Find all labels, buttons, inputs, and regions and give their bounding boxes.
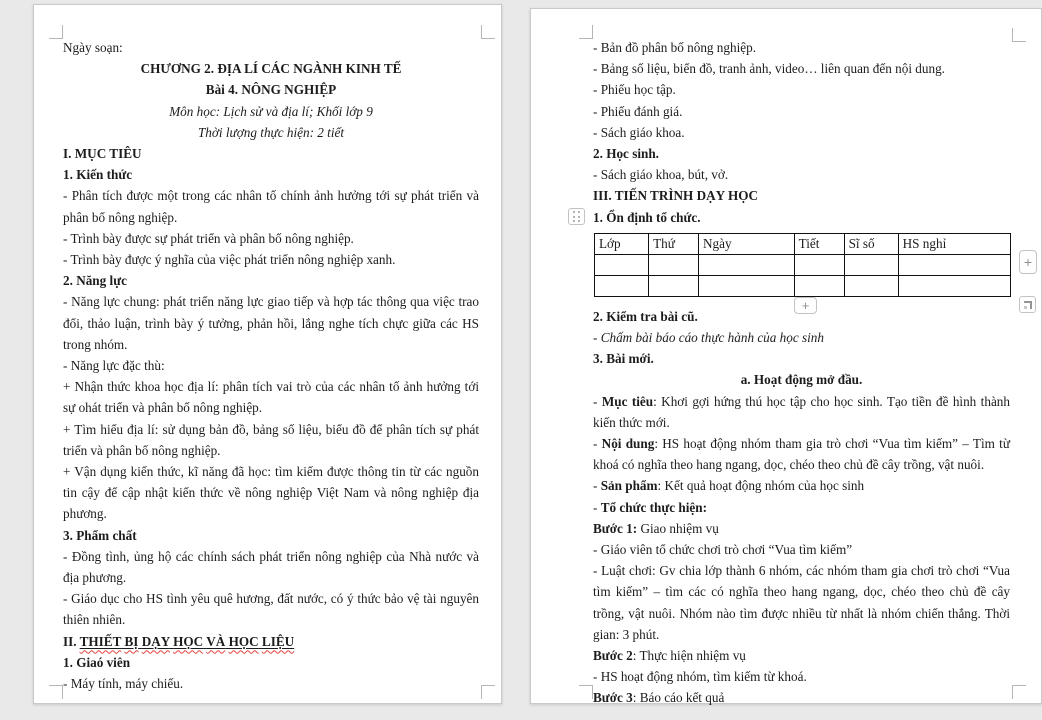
paragraph xyxy=(63,525,479,546)
text-boundary-mark xyxy=(49,25,63,39)
paragraph xyxy=(593,143,1010,164)
text-run: 2. Kiểm tra bài cũ. xyxy=(593,308,698,324)
paragraph xyxy=(593,687,1010,708)
paragraph xyxy=(63,588,479,630)
text-run: a. Hoạt động mở đầu. xyxy=(740,372,863,388)
paragraph xyxy=(593,37,1010,58)
paragraph xyxy=(593,475,1010,496)
text-run: - xyxy=(593,436,602,452)
text-run: - Sách giáo khoa. xyxy=(593,124,685,140)
text-boundary-mark xyxy=(579,685,593,699)
text-run: Bước 3 xyxy=(593,690,633,706)
text-run: 2. Năng lực xyxy=(63,273,127,289)
text-run: - Phiếu học tập. xyxy=(593,82,676,98)
text-run: - Phiếu đánh giá. xyxy=(593,103,683,119)
paragraph xyxy=(63,419,479,461)
text-run: - Máy tính, máy chiếu. xyxy=(63,676,184,692)
paragraph xyxy=(593,539,1010,560)
text-boundary-mark xyxy=(481,25,495,39)
text-run: 3. Phẩm chất xyxy=(63,527,137,543)
paragraph xyxy=(63,546,479,588)
paragraph xyxy=(593,348,1010,369)
text-run: - Giáo dục cho HS tình yêu quê hương, đất nước, có ý thức bảo vệ tài nguyên thiên nhiên. xyxy=(63,591,479,628)
text-run: CHƯƠNG 2. ĐỊA LÍ CÁC NGÀNH KINH TẾ xyxy=(140,61,402,77)
table-header-cell[interactable]: Tiết xyxy=(794,233,844,254)
paragraph xyxy=(593,391,1010,433)
paragraph xyxy=(63,249,479,270)
paragraph xyxy=(63,58,479,79)
text-run xyxy=(229,634,259,649)
paragraph xyxy=(593,666,1010,687)
table-cell[interactable] xyxy=(844,254,898,275)
text-boundary-mark xyxy=(1012,28,1026,42)
paragraph xyxy=(63,79,479,100)
text-run: Bài 4. NÔNG NGHIỆP xyxy=(205,82,337,98)
paragraph xyxy=(63,143,479,164)
text-run: Mục tiêu xyxy=(601,393,654,409)
text-run xyxy=(80,634,122,649)
text-run: - Trình bày được ý nghĩa của việc phát triển nông nghiệp xanh. xyxy=(63,252,396,268)
text-run: 1. Ổn định tổ chức. xyxy=(593,209,701,225)
text-boundary-mark xyxy=(49,685,63,699)
text-run xyxy=(124,634,138,649)
misspelled-word: DẠY xyxy=(141,633,170,649)
table-cell[interactable] xyxy=(698,254,794,275)
plus-icon: + xyxy=(1023,254,1033,270)
paragraph xyxy=(63,461,479,525)
paragraph xyxy=(63,164,479,185)
text-run: Giao nhiệm vụ xyxy=(637,520,719,536)
table-header-cell[interactable]: HS nghỉ xyxy=(898,233,1010,254)
table-cell[interactable] xyxy=(794,254,844,275)
text-boundary-mark xyxy=(579,25,593,39)
text-run: + Tìm hiểu địa lí: sử dụng bản đồ, bảng số liệu, biểu đồ để phân tích sự phát triển và phân bố nông nghiệp. xyxy=(63,421,479,458)
paragraph xyxy=(593,58,1010,79)
paragraph xyxy=(593,101,1010,122)
misspelled-word: HỌC xyxy=(173,633,204,649)
add-row-button[interactable] xyxy=(794,297,817,314)
text-run: - Năng lực chung: phát triển năng lực giao tiếp và hợp tác thông qua việc trao đổi, thảo luận, trình bày ý tưởng, phản hồi, lắng nghe tích chực giữa các HS trong nhóm. xyxy=(63,294,479,352)
text-run xyxy=(206,634,225,649)
text-run: - xyxy=(593,393,602,409)
table-cell[interactable] xyxy=(698,275,794,296)
table-header-cell[interactable]: Lớp xyxy=(595,233,649,254)
table-cell[interactable] xyxy=(649,254,699,275)
paragraph xyxy=(593,327,1010,348)
misspelled-word: LIỆU xyxy=(261,633,295,649)
text-run: + Vận dụng kiến thức, kĩ năng đã học: tìm kiếm được thông tin từ các nguồn tin cậy để cập nhật kiến thức về nông nghiệp Việt Nam và nông nghiệp địa phương. xyxy=(63,464,479,522)
paragraph xyxy=(63,122,479,143)
paragraph xyxy=(63,101,479,122)
paragraph xyxy=(63,185,479,227)
table-header-cell[interactable]: Thứ xyxy=(649,233,699,254)
paragraph xyxy=(593,79,1010,100)
text-run xyxy=(142,634,170,649)
text-run: Nội dung xyxy=(601,436,655,452)
text-run: - xyxy=(593,499,601,515)
table-cell[interactable] xyxy=(794,275,844,296)
table-cell[interactable] xyxy=(595,254,649,275)
paragraph xyxy=(63,652,479,673)
text-run: : Kết quả hoạt động nhóm của học sinh xyxy=(657,478,865,494)
misspelled-word: HỌC xyxy=(228,633,259,649)
paragraph xyxy=(593,164,1010,185)
misspelled-word: VÀ xyxy=(206,633,226,649)
text-run: Bước 1: xyxy=(593,520,638,536)
text-run: Thời lượng thực hiện: 2 tiết xyxy=(197,124,345,140)
text-run: : HS hoạt động nhóm tham gia trò chơi “Vua tìm kiếm” – Tìm từ khoá có nghĩa theo hang ngang, dọc, chéo theo chủ đề cây trồng, vật nuôi. xyxy=(593,436,1010,473)
paragraph xyxy=(63,37,479,58)
attendance-table xyxy=(594,233,1011,297)
text-run: Tổ chức thực hiện: xyxy=(600,499,708,515)
table-move-handle[interactable] xyxy=(568,208,585,225)
table-header-cell[interactable]: Sĩ số xyxy=(844,233,898,254)
document-page-2 xyxy=(530,8,1042,704)
text-run: - Bảng số liệu, biển đồ, tranh ảnh, video… liên quan đến nội dung. xyxy=(593,61,945,77)
paragraph xyxy=(593,433,1010,475)
text-run: - Sách giáo khoa, bút, vở. xyxy=(593,167,729,183)
text-run xyxy=(173,634,203,649)
paragraph xyxy=(593,645,1010,666)
text-run: - Năng lực đặc thù: xyxy=(63,358,165,374)
text-run: Ngày soạn: xyxy=(63,40,123,55)
paragraph xyxy=(593,518,1010,539)
text-run: : Khơi gợi hứng thú học tập cho học sinh. Tạo tiền đề hình thành kiến thức mới. xyxy=(593,393,1010,430)
misspelled-word: BỊ xyxy=(124,633,139,649)
table-cell[interactable] xyxy=(844,275,898,296)
plus-icon: + xyxy=(801,298,810,313)
text-run: Môn học: Lịch sử và địa lí; Khối lớp 9 xyxy=(169,103,373,119)
paragraph xyxy=(593,122,1010,143)
text-run: - Chấm bài báo cáo thực hành của học sinh xyxy=(593,330,824,346)
text-run: : Báo cáo kết quả xyxy=(632,690,725,706)
text-run: - Trình bày được sự phát triển và phân bố nông nghiệp. xyxy=(63,230,354,246)
paragraph xyxy=(63,673,479,694)
page-2-text-area[interactable] xyxy=(593,37,1010,709)
paragraph xyxy=(593,369,1010,390)
text-run: I. MỤC TIÊU xyxy=(63,146,142,162)
table-cell[interactable] xyxy=(898,275,1010,296)
document-page-1 xyxy=(33,4,502,704)
paragraph xyxy=(63,631,479,652)
text-run: - Bản đồ phân bố nông nghiệp. xyxy=(593,40,756,55)
text-run: 2. Học sinh. xyxy=(593,146,659,162)
text-run: Bước 2 xyxy=(593,648,633,664)
text-boundary-mark xyxy=(481,685,495,699)
page-1-text-area[interactable] xyxy=(63,37,479,694)
resize-corner-icon xyxy=(1024,301,1032,309)
paragraph xyxy=(593,207,1010,228)
table-cell[interactable] xyxy=(595,275,649,296)
paragraph xyxy=(63,270,479,291)
table-cell[interactable] xyxy=(649,275,699,296)
text-boundary-mark xyxy=(1012,685,1026,699)
drag-dots-icon xyxy=(573,211,581,222)
add-column-button[interactable] xyxy=(1019,250,1037,274)
paragraph xyxy=(63,376,479,418)
text-run: 1. Kiến thức xyxy=(63,167,133,183)
table-header-cell[interactable]: Ngày xyxy=(698,233,794,254)
text-run: - xyxy=(593,478,601,494)
text-run xyxy=(262,634,294,649)
text-run: 1. Giaó viên xyxy=(63,654,131,670)
table-resize-handle[interactable] xyxy=(1019,296,1036,313)
text-run: - Giáo viên tổ chức chơi trò chơi “Vua tìm kiếm” xyxy=(593,542,853,558)
text-run: + Nhận thức khoa học địa lí: phân tích vai trò của các nhân tố ảnh hưởng tới sự ohát triển và phân bố nông nghiệp. xyxy=(63,379,479,416)
paragraph xyxy=(63,228,479,249)
text-run: III. TIẾN TRÌNH DẠY HỌC xyxy=(593,188,759,204)
paragraph xyxy=(63,355,479,376)
paragraph xyxy=(593,185,1010,206)
paragraph xyxy=(63,291,479,355)
text-run: II. xyxy=(63,633,80,649)
paragraph xyxy=(593,497,1010,518)
text-run: 3. Bài mới. xyxy=(593,351,654,367)
text-run: Sản phẩm xyxy=(600,478,658,494)
text-run: - Đồng tình, ủng hộ các chính sách phát triển nông nghiệp của Nhà nước và địa phương. xyxy=(63,548,479,586)
text-run: - Phân tích được một trong các nhân tố chính ảnh hưởng tới sự phát triển và phân bố nông nghiệp. xyxy=(63,188,479,225)
text-run: - Luật chơi: Gv chia lớp thành 6 nhóm, các nhóm tham gia chơi trò chơi “Vua tìm kiếm” – tìm các có nghĩa theo hang ngang, dọc, chéo theo chủ đề cây trồng, vật nuôi. Nhóm nào tìm được nhiều từ nhất là nhóm chiến thắng. Thời gian: 3 phút. xyxy=(593,563,1010,642)
misspelled-word: THIẾT xyxy=(79,633,122,649)
text-run: - HS hoạt động nhóm, tìm kiếm từ khoá. xyxy=(593,669,807,685)
text-run: : Thực hiện nhiệm vụ xyxy=(632,648,746,664)
table-cell[interactable] xyxy=(898,254,1010,275)
paragraph xyxy=(593,560,1010,645)
